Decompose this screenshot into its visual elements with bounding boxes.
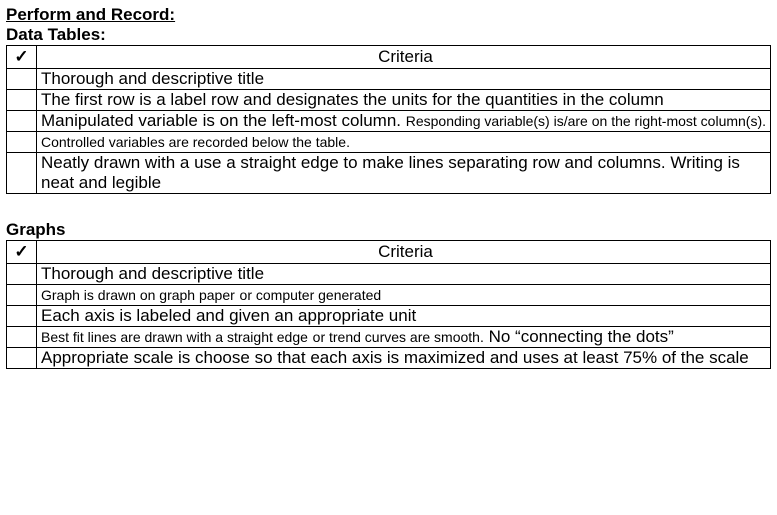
table-header-row [7,241,771,264]
checkbox-cell[interactable] [7,348,37,369]
criteria-cell [37,111,771,132]
document [6,0,771,369]
table-header-row [7,46,771,69]
criteria-cell [37,327,771,348]
checkbox-cell[interactable] [7,69,37,90]
checkbox-cell[interactable] [7,327,37,348]
criteria-cell: Each axis is labeled and given an appropriate unit [37,306,771,327]
table-row [7,153,771,194]
criteria-cell: The first row is a label row and designates the units for the quantities in the column [37,90,771,111]
criteria-text: Best fit lines are drawn with a straight edge [41,329,308,345]
graphs-criteria-table [6,240,771,369]
table-row [7,111,771,132]
table-row [7,90,771,111]
criteria-cell: Controlled variables are recorded below the table. [37,132,771,153]
perform-record-heading: Perform and Record: [6,5,176,24]
table-row [7,264,771,285]
table-row [7,306,771,327]
criteria-text: or computer generated [239,287,382,303]
checkbox-cell[interactable] [7,111,37,132]
table-row [7,327,771,348]
checkbox-cell[interactable] [7,132,37,153]
data-tables-criteria-table [6,45,771,194]
check-column-header: ✓ [7,241,37,264]
table-row [7,348,771,369]
criteria-text: or trend curves are smooth. [312,329,484,345]
table-row [7,132,771,153]
criteria-text: No “connecting the dots” [488,327,674,346]
criteria-text: Manipulated variable is on the left-most column. [41,111,402,130]
criteria-cell [37,285,771,306]
checkbox-cell[interactable] [7,264,37,285]
check-column-header: ✓ [7,46,37,69]
data-tables-heading: Data Tables: [6,25,106,44]
criteria-column-header: Criteria [37,241,771,264]
criteria-cell: Thorough and descriptive title [37,69,771,90]
checkbox-cell[interactable] [7,90,37,111]
checkbox-cell[interactable] [7,153,37,194]
criteria-text: Graph is drawn on graph paper [41,287,235,303]
checkbox-cell[interactable] [7,285,37,306]
checkbox-cell[interactable] [7,306,37,327]
criteria-cell: Neatly drawn with a use a straight edge to make lines separating row and columns. Writing is neat and legible [37,153,771,194]
table-row [7,69,771,90]
criteria-text: Responding variable(s) is/are on the right-most column(s). [405,113,767,129]
table-row [7,285,771,306]
graphs-heading: Graphs [6,220,66,239]
criteria-cell: Appropriate scale is choose so that each axis is maximized and uses at least 75% of the scale [37,348,771,369]
criteria-cell: Thorough and descriptive title [37,264,771,285]
criteria-column-header: Criteria [37,46,771,69]
